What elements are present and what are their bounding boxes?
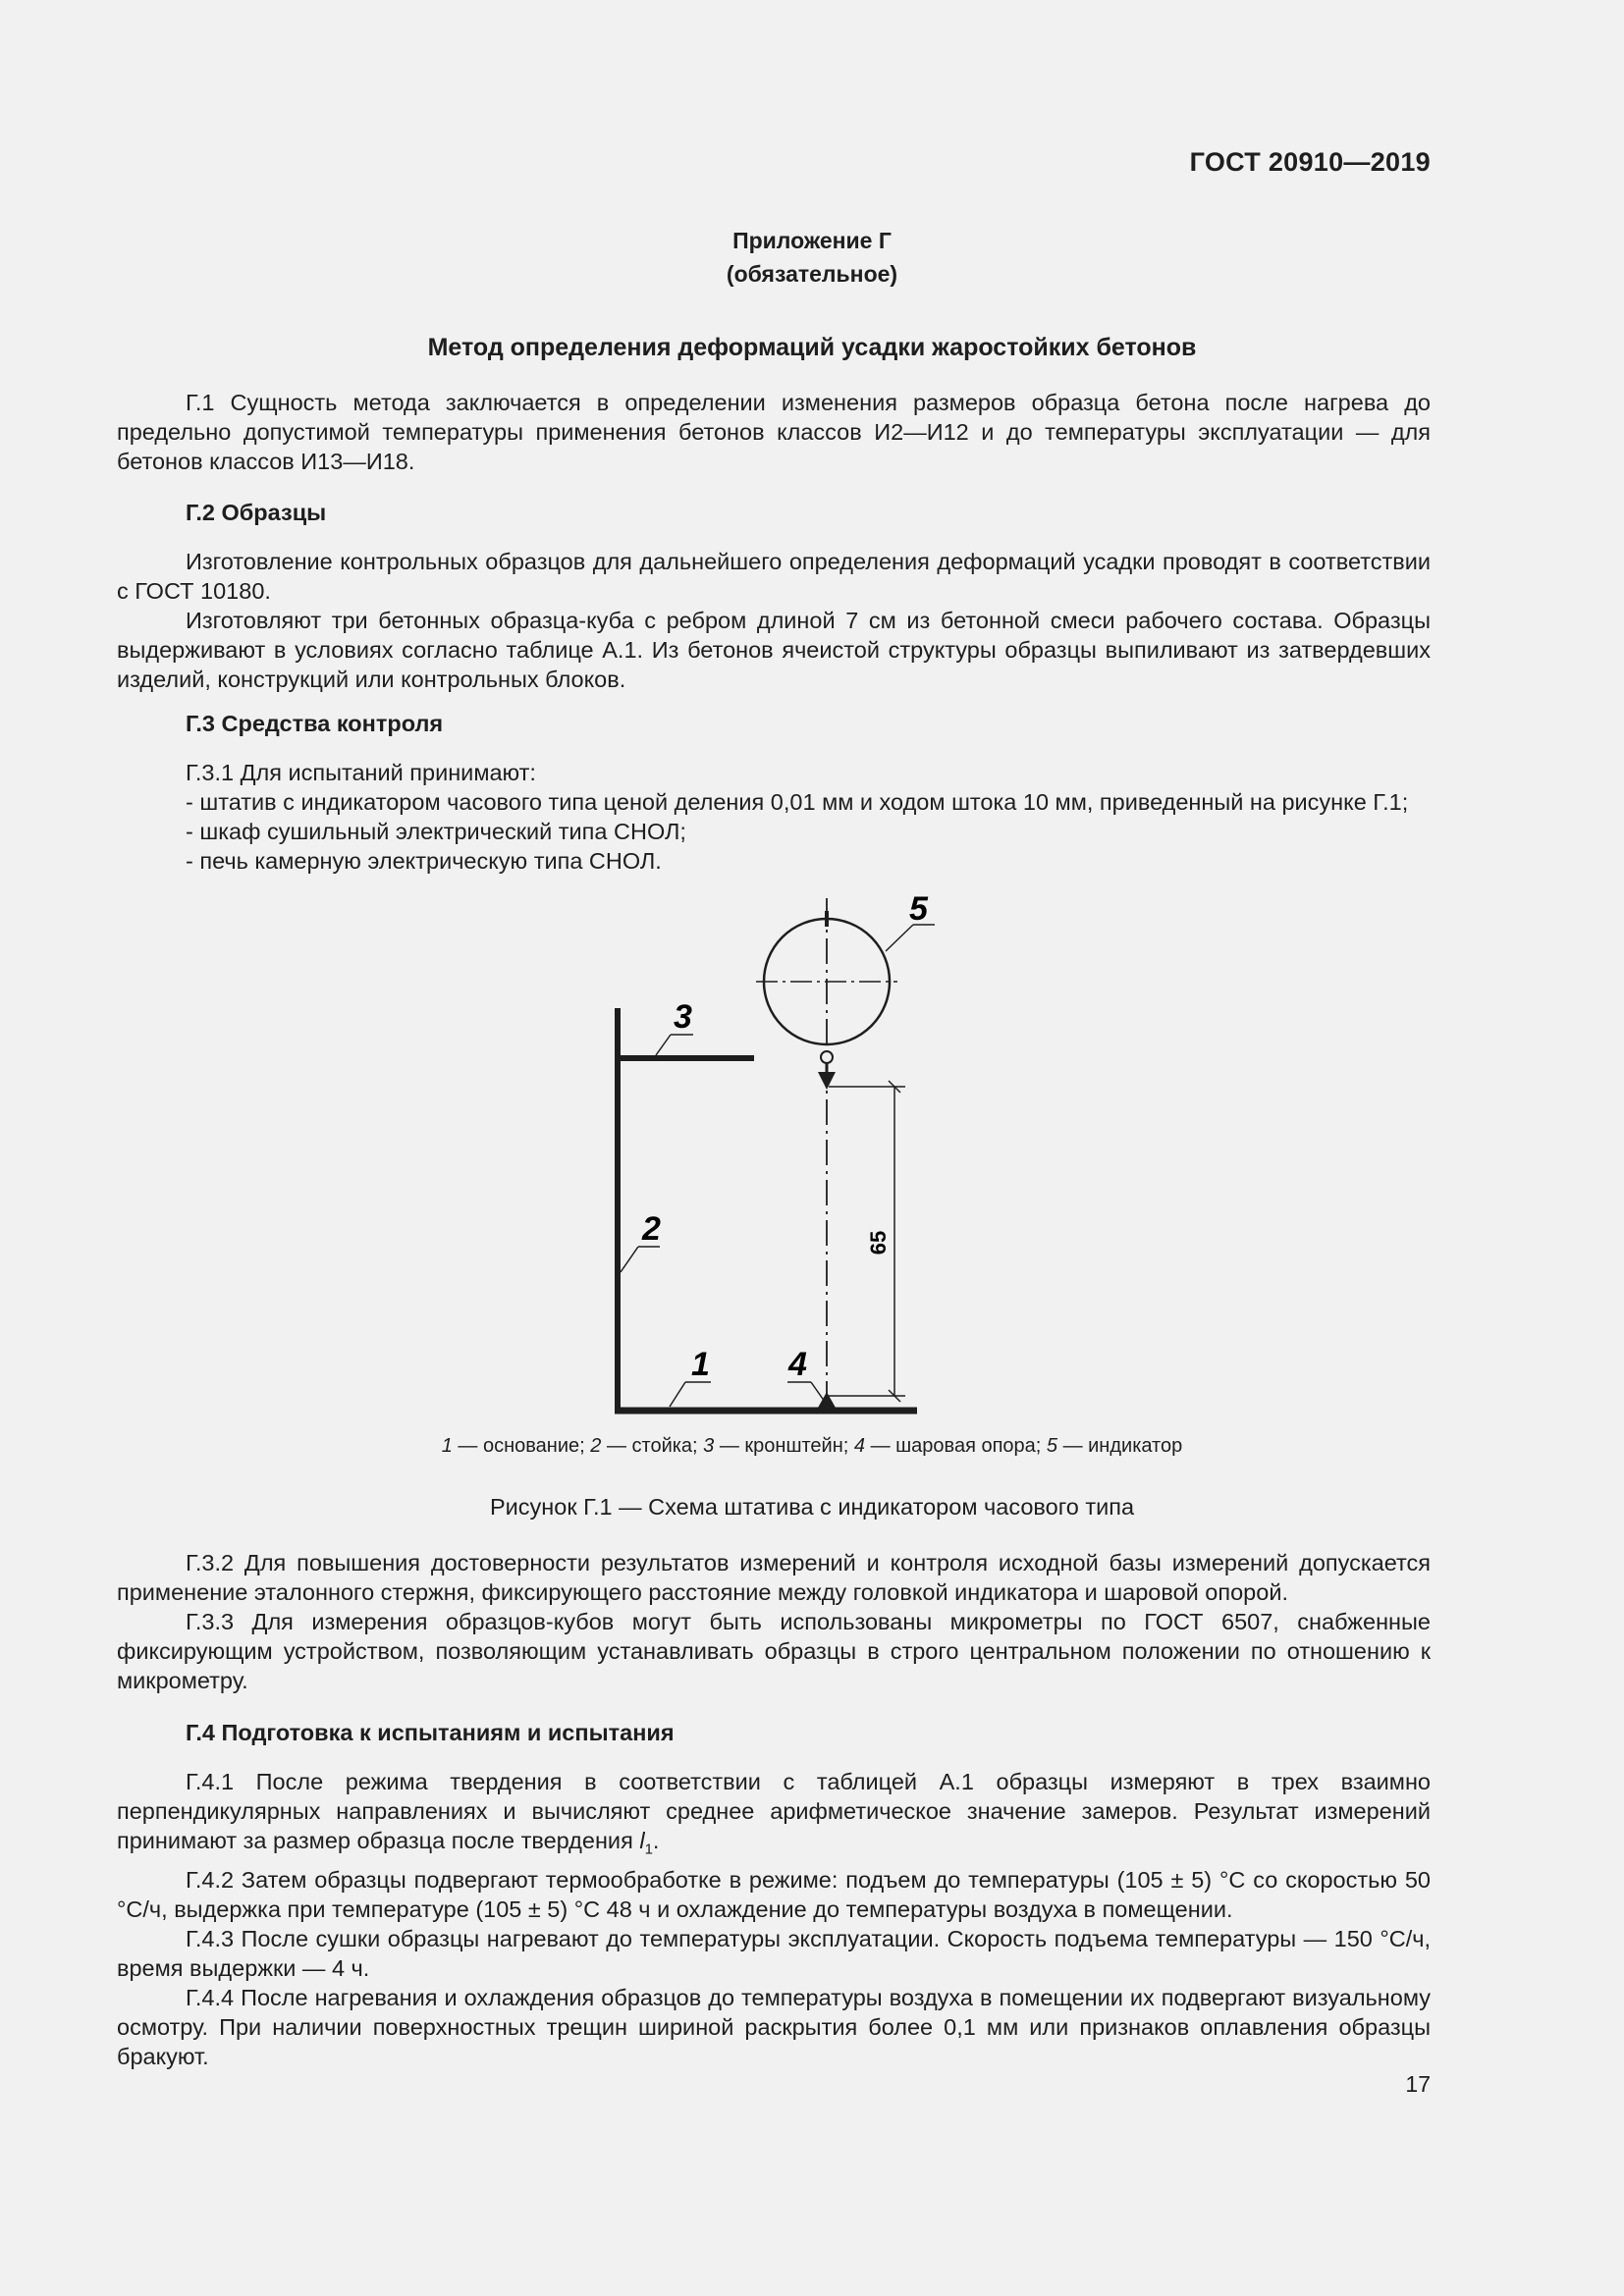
indicator-contact [821,1051,833,1063]
g3-list-item: - шкаф сушильный электрический типа СНОЛ; [186,819,686,844]
legend-num: 3 [703,1435,715,1457]
section-g1 [117,388,1431,476]
g4-4-paragraph: Г.4.4 После нагревания и охлаждения образцов до температуры воздуха в помещении их подвергают визуальному осмотру. При наличии поверхностных трещин шириной раскрытия более 0,1 мм или признаков оплавления образцы бракуют. [117,1984,1431,2069]
leader-5 [886,925,913,951]
g1-paragraph: Г.1 Сущность метода заключается в определении изменения размеров образца бетона после нагрева до предельно допустимой температуры применения бетонов классов И2—И12 и до температуры эксплуатации — для бетонов классов И13—И18. [117,390,1431,474]
legend-text: — шаровая опора; [865,1435,1047,1457]
leader-3 [656,1035,671,1055]
leader-4 [811,1382,825,1402]
g3-intro: Г.3.1 Для испытаний принимают: [186,760,536,785]
section-g2 [117,498,1431,694]
g4-2-paragraph: Г.4.2 Затем образцы подвергают термообработке в режиме: подъем до температуры (105 ± 5) °С со скоростью 50 °С/ч, выдержка при температуре (105 ± 5) °С 48 ч и охлаждение до температуры воздуха в помещении. [117,1866,1431,1922]
label-1: 1 [691,1346,710,1383]
g4-1-variable: l [639,1828,645,1853]
leader-2 [621,1247,638,1272]
section-g3 [117,709,1431,876]
g4-heading: Г.4 Подготовка к испытаниям и испытания [186,1720,675,1745]
legend-text: — основание; [452,1435,591,1457]
g2-paragraph-2: Изготовляют три бетонных образца-куба с ребром длиной 7 см из бетонной смеси рабочего состава. Образцы выдерживают в условиях согласно таблице А.1. Из бетонов ячеистой структуры образцы выпиливают из затвердевших изделий, конструкций или контрольных блоков. [117,608,1431,692]
g2-paragraph-1: Изготовление контрольных образцов для дальнейшего определения деформаций усадки проводят в соответствии с ГОСТ 10180. [117,549,1431,604]
figure-legend [0,1435,1624,1458]
legend-num: 4 [853,1435,866,1457]
legend-num: 1 [441,1435,453,1457]
dim-value: 65 [866,1230,891,1255]
legend-num: 2 [590,1435,602,1457]
label-3: 3 [674,998,692,1036]
annex-title: Приложение Г [732,228,892,253]
g3-list-item: - штатив с индикатором часового типа ценой деления 0,01 мм и ходом штока 10 мм, приведенный на рисунке Г.1; [186,789,1409,815]
method-title: Метод определения деформаций усадки жаростойких бетонов [427,334,1197,361]
g3-2-paragraph: Г.3.2 Для повышения достоверности результатов измерений и контроля исходной базы измерений допускается применение эталонного стержня, фиксирующего расстояние между головкой индикатора и шаровой опорой. [117,1550,1431,1605]
legend-text: — кронштейн; [714,1435,854,1457]
legend-text: — стойка; [601,1435,704,1457]
annex-status: (обязательное) [726,261,898,287]
g4-1-subscript: 1 [644,1841,653,1858]
ball-support [818,1392,836,1408]
label-5: 5 [909,890,928,928]
g4-1-end: . [652,1828,660,1853]
page-number: 17 [1405,2071,1431,2097]
g3-3-paragraph: Г.3.3 Для измерения образцов-кубов могут быть использованы микрометры по ГОСТ 6507, снабженные фиксирующим устройством, позволяющим устанавливать образцы в строго центральном положении по отношению к микрометру. [117,1609,1431,1693]
figure-caption: Рисунок Г.1 — Схема штатива с индикатором часового типа [489,1494,1135,1520]
section-g4 [117,1718,1431,2071]
g4-1-paragraph [117,1767,1431,1865]
legend-num: 5 [1046,1435,1058,1457]
label-4: 4 [788,1346,807,1383]
figure-stand-diagram [589,883,962,1423]
label-2: 2 [642,1210,661,1248]
section-g3-continued [117,1548,1431,1695]
g4-3-paragraph: Г.4.3 После сушки образцы нагревают до температуры эксплуатации. Скорость подъема температуры — 150 °С/ч, время выдержки — 4 ч. [117,1925,1431,1981]
g3-heading: Г.3 Средства контроля [186,711,444,736]
annex-heading [0,224,1624,291]
leader-1 [670,1382,685,1407]
stand-diagram-svg [589,883,962,1423]
g2-heading: Г.2 Образцы [186,500,327,525]
g4-1-text: Г.4.1 После режима твердения в соответствии с таблицей А.1 образцы измеряют в трех взаимно перпендикулярных направлениях и вычисляют среднее арифметическое значение замеров. Результат измерений принимают за размер образца после твердения [117,1769,1431,1853]
g3-list-item: - печь камерную электрическую типа СНОЛ. [186,848,662,874]
legend-text: — индикатор [1057,1435,1183,1457]
document-code: ГОСТ 20910—2019 [1189,147,1431,177]
